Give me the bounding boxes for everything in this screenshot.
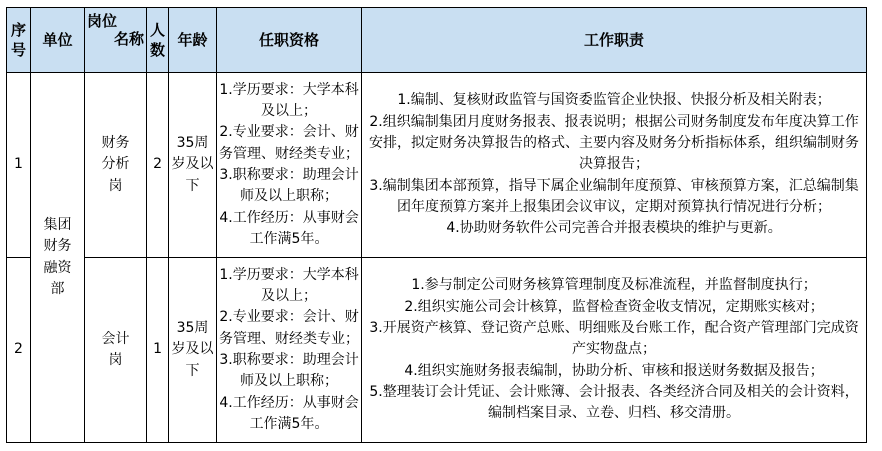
row-count: 2 xyxy=(147,73,169,258)
header-count: 人数 xyxy=(147,8,169,73)
row-duties: 1.参与制定公司财务核算管理制度及标准流程，并监督制度执行； 2.组织实施公司会计核算，监督检查资金收支情况，定期账实核对； 3.开展资产核算、登记资产总账、明细账及台账工作，配合资产管理部门完成资产实物盘点； 4.组织实施财务报表编制，协助分析、审核和报送财务数据及报告； 5.整理装订会计凭证、会计账簿、会计报表、各类经济合同及相关的会计资料，编制档案目录、立卷、归档、移交清册。 xyxy=(362,258,867,443)
row-seq: 1 xyxy=(7,73,31,258)
header-position-line2: 名称 xyxy=(114,30,145,48)
row-seq: 2 xyxy=(7,258,31,443)
header-age: 年龄 xyxy=(169,8,217,73)
row-age: 35周岁及以下 xyxy=(169,258,217,443)
row-qualifications: 1.学历要求：大学本科及以上； 2.专业要求：会计、财务管理、财经类专业； 3.职称要求：助理会计师及以上职称； 4.工作经历：从事财会工作满5年。 xyxy=(217,258,362,443)
unit-cell: 集团财务融资部 xyxy=(31,73,85,443)
row-position: 财务分析岗 xyxy=(85,73,147,258)
header-seq: 序号 xyxy=(7,8,31,73)
row-duties: 1.编制、复核财政监管与国资委监管企业快报、快报分析及相关附表； 2.组织编制集团月度财务报表、报表说明；根据公司财务制度发布年度决算工作安排，拟定财务决算报告的格式、主要内容及财务分析指标体系，组织编制财务决算报告； 3.编制集团本部预算，指导下属企业编制年度预算、审核预算方案，汇总编制集团年度预算方案并上报集团会议审议，定期对预算执行情况进行分析； 4.协助财务软件公司完善合并报表模块的维护与更新。 xyxy=(362,73,867,258)
job-requirements-table xyxy=(6,7,867,443)
header-unit: 单位 xyxy=(31,8,85,73)
header-qualifications: 任职资格 xyxy=(217,8,362,73)
table-row xyxy=(7,258,867,443)
header-row xyxy=(7,8,867,73)
row-position: 会计岗 xyxy=(85,258,147,443)
row-count: 1 xyxy=(147,258,169,443)
header-position-line1: 岗位 xyxy=(87,12,118,30)
header-position xyxy=(85,8,147,73)
job-table-container xyxy=(6,7,867,443)
row-age: 35周岁及以下 xyxy=(169,73,217,258)
header-duties: 工作职责 xyxy=(362,8,867,73)
table-row xyxy=(7,73,867,258)
row-qualifications: 1.学历要求：大学本科及以上； 2.专业要求：会计、财务管理、财经类专业； 3.职称要求：助理会计师及以上职称； 4.工作经历：从事财会工作满5年。 xyxy=(217,73,362,258)
